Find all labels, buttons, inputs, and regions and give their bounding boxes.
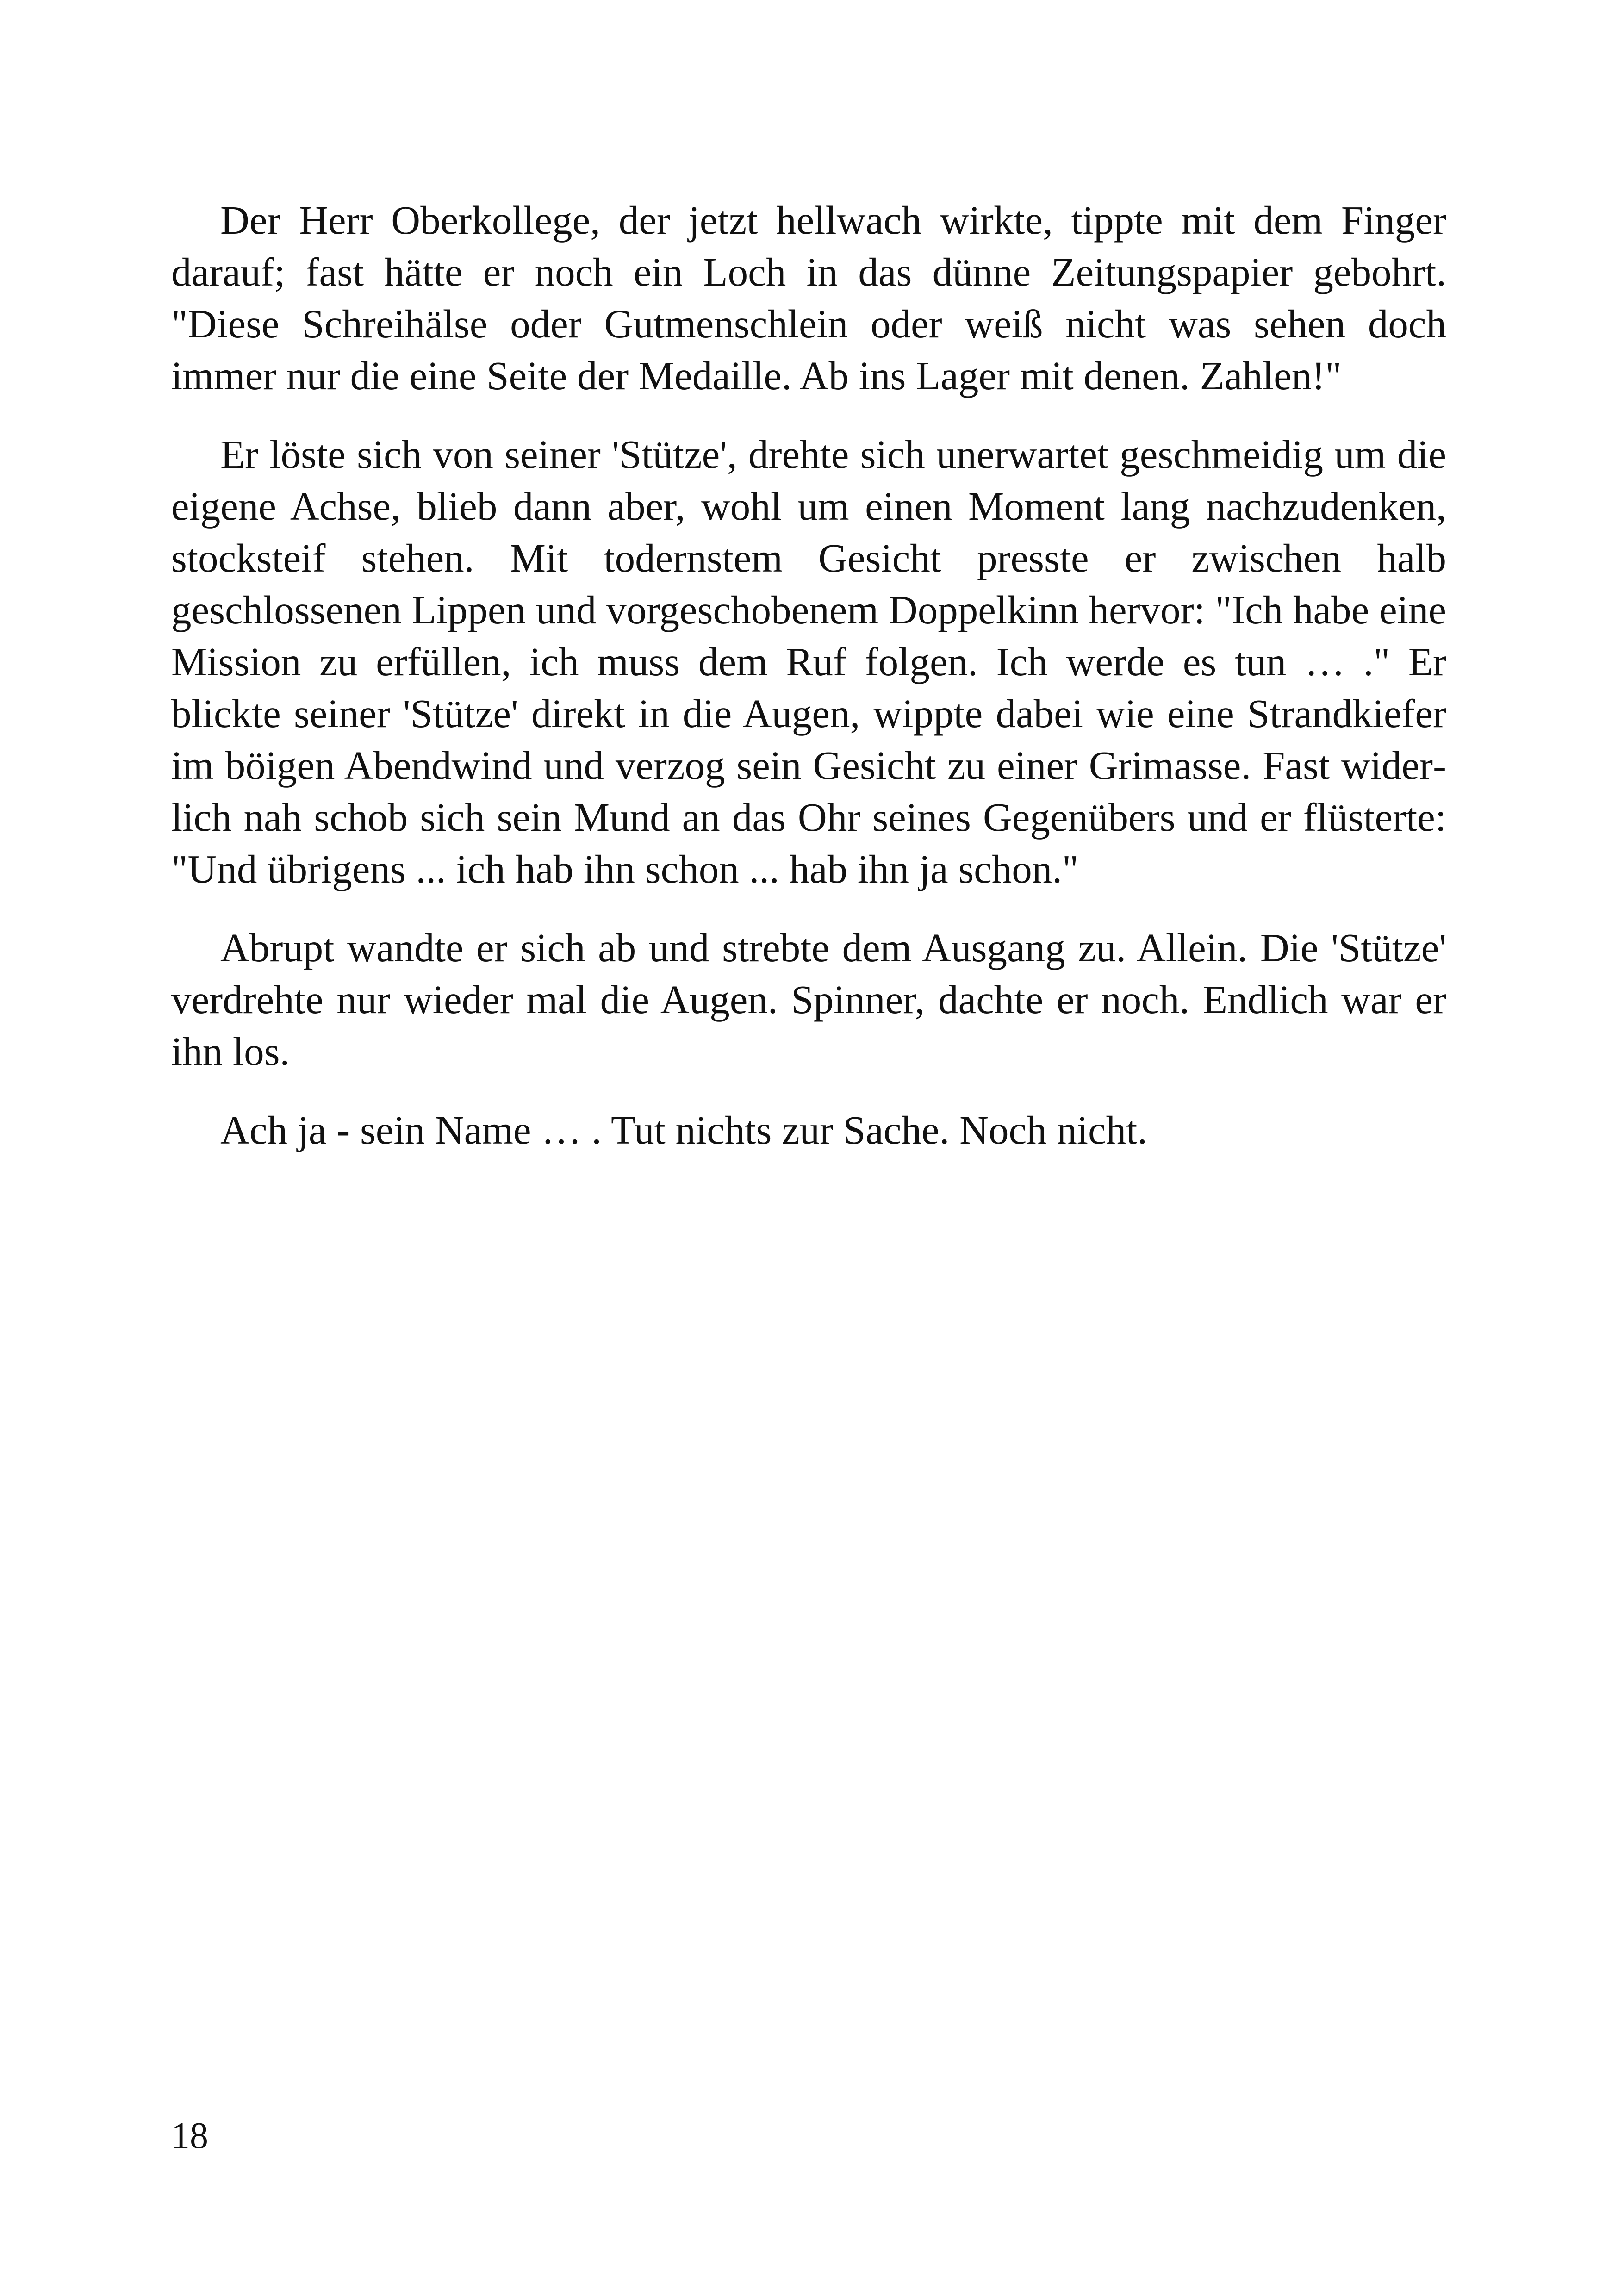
paragraph-1: Der Herr Oberkollege, der jetzt hellwach wirkte, tippte mit dem Finger darauf; fast hätte er noch ein Loch in das dünne Zeitungspapier gebohrt. "Diese Schreihälse oder Gutmenschlein oder weiß nicht was sehen doch immer nur die eine Seite der Medaille. Ab ins Lager mit denen. Zahlen!" — [171, 198, 1446, 398]
paragraph-2: Er löste sich von seiner 'Stütze', drehte sich unerwartet geschmeidig um die eigene Achse, blieb dann aber, wohl um einen Moment lang nachzudenken, stocksteif stehen. Mit todernstem Gesicht presste er zwischen halb geschlossenen Lippen und vorgeschobenem Doppelkinn hervor: "Ich habe eine Mission zu erfüllen, ich muss dem Ruf folgen. Ich werde es tun … ." Er blickte seiner 'Stütze' direkt in die Augen, wippte dabei wie eine Strandkiefer im böigen Abendwind und verzog sein Gesicht zu einer Grimasse. Fast widerlich nah schob sich sein Mund an das Ohr seines Gegenübers und er flüsterte: "Und übrigens ... ich hab ihn schon ... hab ihn ja schon." — [171, 432, 1446, 891]
paragraph-3: Abrupt wandte er sich ab und strebte dem Ausgang zu. Allein. Die 'Stütze' verdrehte nur wieder mal die Augen. Spinner, dachte er noch. Endlich war er ihn los. — [171, 925, 1446, 1074]
paragraph-4: Ach ja - sein Name … . Tut nichts zur Sache. Noch nicht. — [220, 1108, 1148, 1152]
page-number: 18 — [171, 2116, 208, 2156]
body-text — [171, 194, 1446, 1183]
